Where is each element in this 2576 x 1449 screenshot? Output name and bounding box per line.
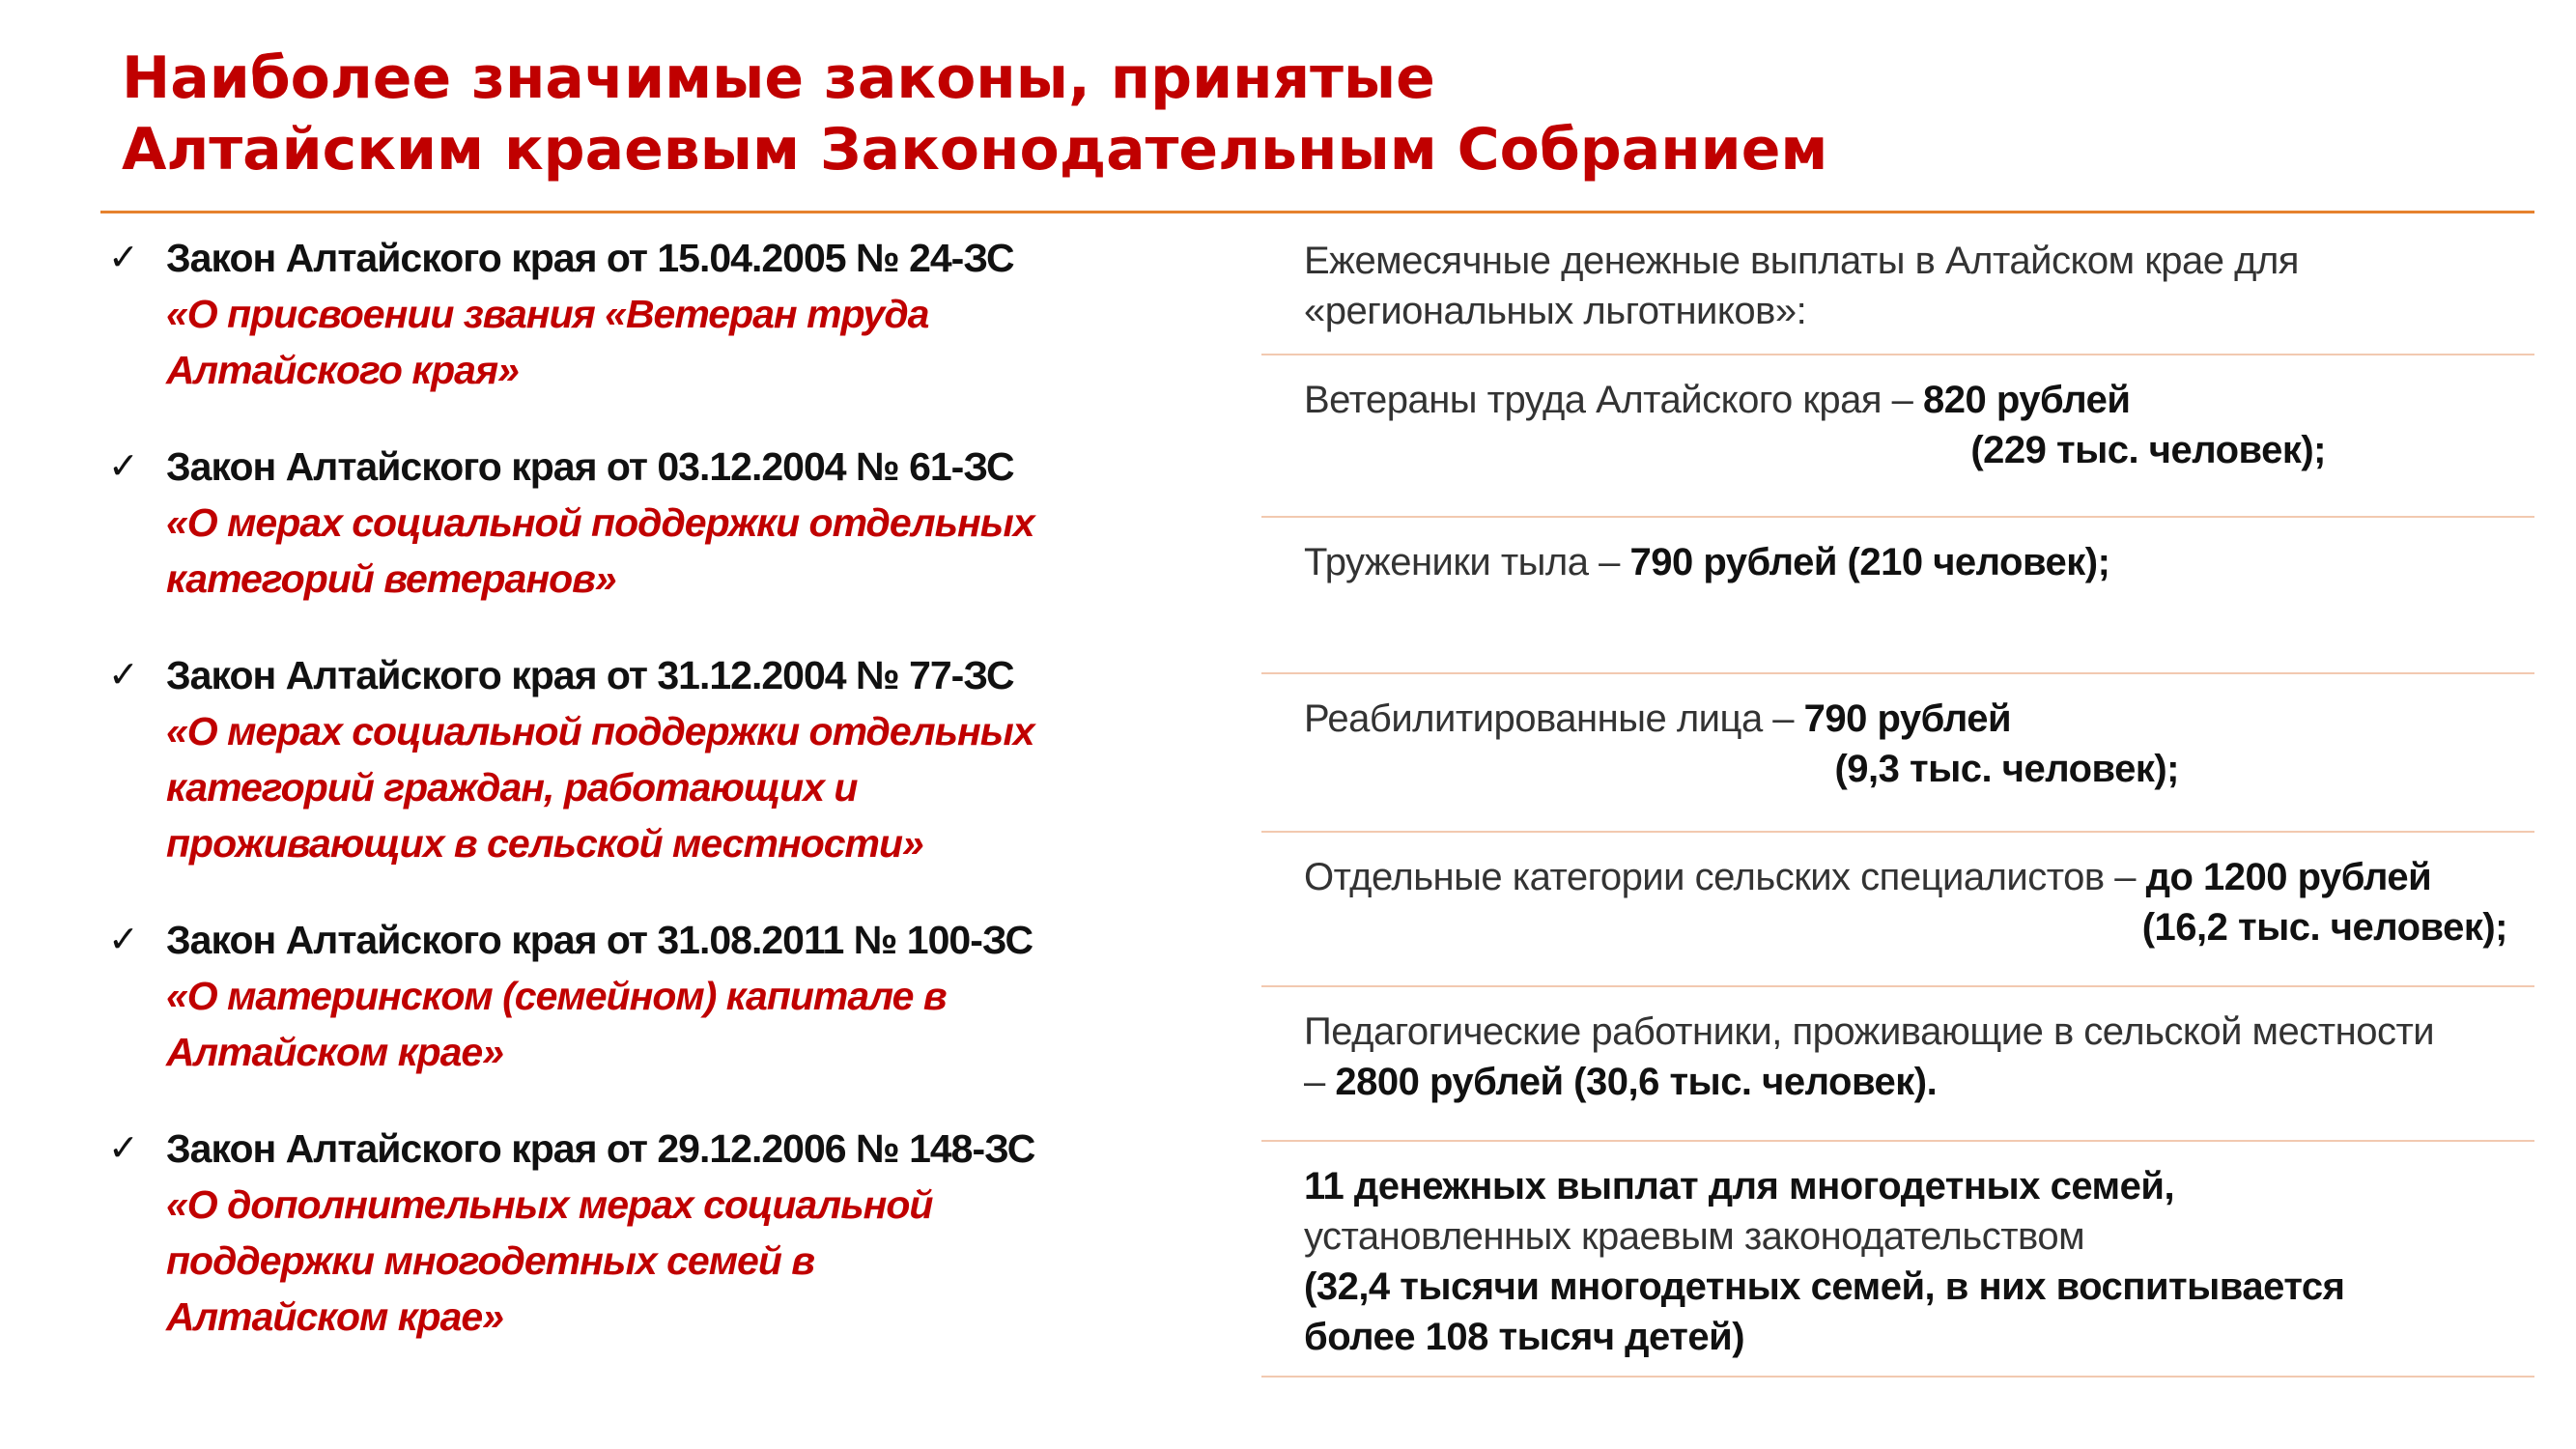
payment-recipients: более 108 тысяч детей)	[1304, 1316, 1745, 1358]
law-item	[100, 1121, 1240, 1345]
payment-amount: до 1200 рублей	[2145, 856, 2432, 898]
payment-row-large-families	[1261, 1142, 2534, 1378]
payment-category: Отдельные категории сельских специалистов –	[1304, 856, 2146, 898]
payment-category: Педагогические работники, проживающие в сельской местности	[1304, 1010, 2435, 1053]
law-item	[100, 647, 1240, 871]
law-item	[100, 230, 1240, 398]
law-reference: Закон Алтайского края от 15.04.2005 № 24-ЗС	[166, 236, 1014, 280]
payment-dash: –	[1304, 1061, 1336, 1103]
payment-amount: 790 рублей	[1803, 697, 2012, 740]
payment-amount: 820 рублей	[1923, 379, 2131, 421]
page-title-line-1: Наиболее значимые законы, принятые	[122, 44, 1435, 112]
payment-row-rehabilitated	[1261, 674, 2534, 833]
payment-row-rural-teachers	[1261, 987, 2534, 1142]
law-item	[100, 912, 1240, 1080]
law-title: «О дополнительных мерах социальной поддержки многодетных семей в Алтайском крае»	[166, 1182, 933, 1339]
law-title: «О мерах социальной поддержки отдельных категорий ветеранов»	[166, 500, 1034, 601]
law-reference: Закон Алтайского края от 31.08.2011 № 100-ЗС	[166, 918, 1033, 962]
checkmark-icon: ✓	[108, 444, 139, 487]
payment-row-home-front	[1261, 518, 2534, 674]
law-title: «О материнском (семейном) капитале в Алтайском крае»	[166, 974, 947, 1074]
payment-row-rural-specialists	[1261, 833, 2534, 987]
payments-table	[1261, 230, 2534, 1378]
law-reference: Закон Алтайского края от 03.12.2004 № 61-ЗС	[166, 444, 1014, 489]
checkmark-icon: ✓	[108, 236, 139, 278]
laws-list	[100, 230, 1240, 1385]
law-title: «О мерах социальной поддержки отдельных категорий граждан, работающих и проживающих в сельской местности»	[166, 709, 1034, 866]
payments-intro-row	[1261, 230, 2534, 355]
payments-intro-line-1: Ежемесячные денежные выплаты в Алтайском крае для	[1304, 240, 2299, 282]
checkmark-icon: ✓	[108, 918, 139, 960]
payment-recipients: (32,4 тысячи многодетных семей, в них воспитывается	[1304, 1265, 2345, 1308]
payment-category: Труженики тыла –	[1304, 541, 1630, 583]
title-divider	[100, 211, 2534, 213]
page-title	[122, 43, 2440, 185]
payment-amount: 790 рублей (210 человек);	[1629, 541, 2110, 583]
law-title: «О присвоении звания «Ветеран труда Алтайского края»	[166, 292, 929, 392]
payment-recipients: (16,2 тыс. человек);	[2141, 906, 2507, 949]
checkmark-icon: ✓	[108, 653, 139, 696]
payment-note: установленных краевым законодательством	[1304, 1215, 2085, 1258]
page-title-line-2: Алтайским краевым Законодательным Собранием	[122, 116, 1828, 184]
checkmark-icon: ✓	[108, 1126, 139, 1169]
payments-intro-line-2: «региональных льготников»:	[1304, 290, 1807, 332]
payment-category: Ветераны труда Алтайского края –	[1304, 379, 1924, 421]
payment-category: Реабилитированные лица –	[1304, 697, 1804, 740]
law-reference: Закон Алтайского края от 29.12.2006 № 148-ЗС	[166, 1126, 1035, 1171]
payment-recipients: (229 тыс. человек);	[1970, 429, 2326, 471]
law-item	[100, 439, 1240, 607]
payment-recipients: (9,3 тыс. человек);	[1834, 748, 2179, 790]
law-reference: Закон Алтайского края от 31.12.2004 № 77-ЗС	[166, 653, 1014, 697]
payment-amount: 2800 рублей (30,6 тыс. человек).	[1335, 1061, 1938, 1103]
payment-row-labor-veterans	[1261, 355, 2534, 518]
payment-category: 11 денежных выплат для многодетных семей,	[1304, 1165, 2175, 1208]
